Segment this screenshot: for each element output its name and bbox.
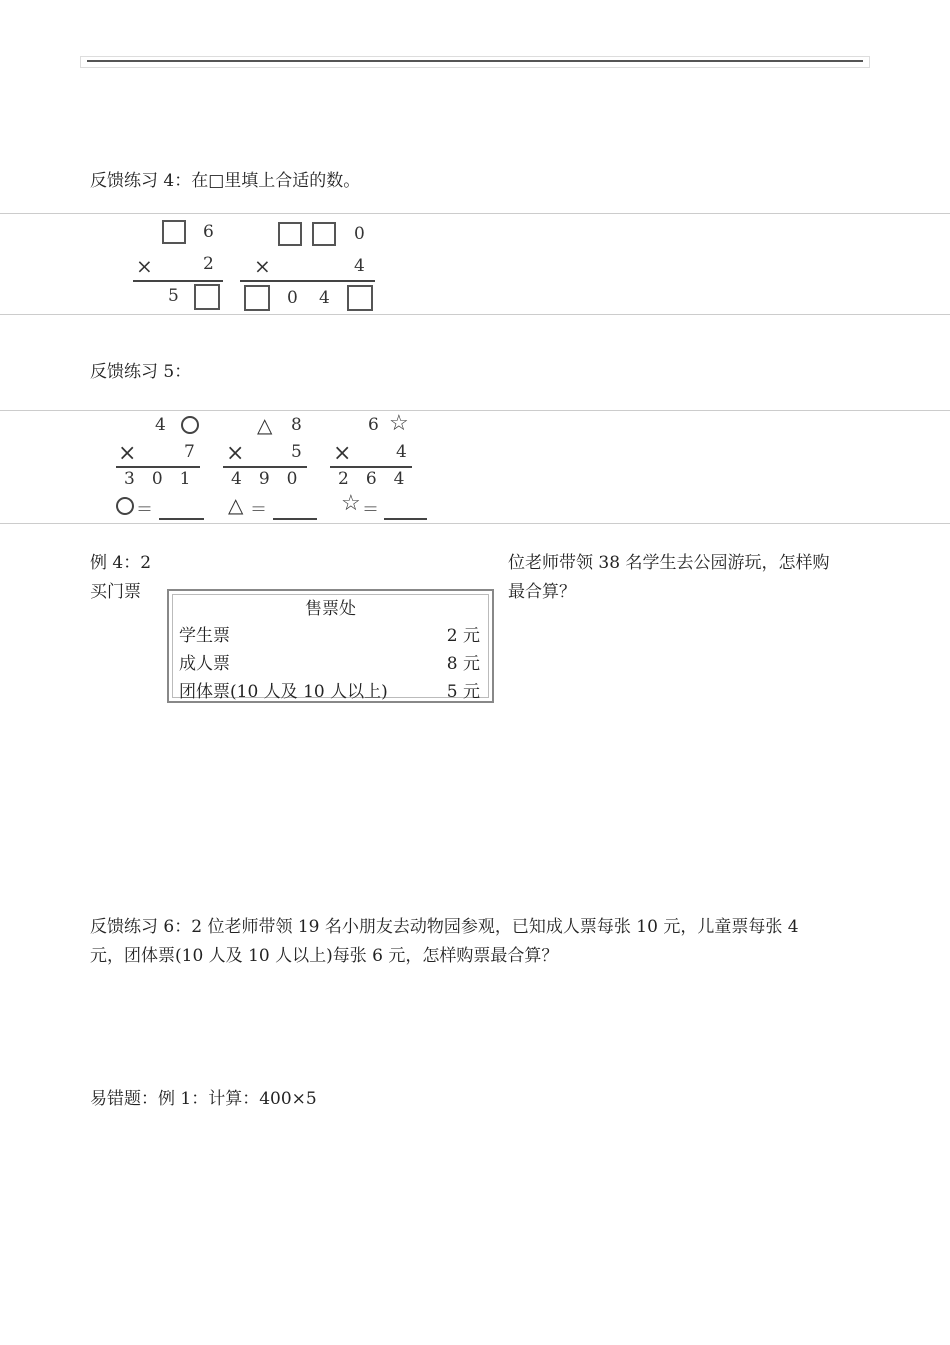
digit: 4 xyxy=(155,415,166,435)
ticket-row xyxy=(179,678,480,706)
product-digits: 301 xyxy=(124,469,208,489)
star-icon: ☆ xyxy=(341,491,361,516)
product-line xyxy=(223,466,307,468)
product-line xyxy=(116,466,200,468)
digit: 5 xyxy=(291,442,302,462)
feedback4-label: 反馈练习 4：在□里填上合适的数。 xyxy=(90,171,361,191)
ticket-name: 团体票(10 人及 10 人以上) xyxy=(179,682,388,702)
feedback6-line1: 反馈练习 6：2 位老师带领 19 名小朋友去动物园参观，已知成人票每张 10 元，儿童票每张 4 xyxy=(90,917,799,937)
star-icon: ☆ xyxy=(389,411,409,436)
times-sign: × xyxy=(333,441,352,466)
error-example-label: 易错题：例 1：计算：400×5 xyxy=(90,1089,317,1109)
example4-line2-left: 买门票 xyxy=(90,582,141,602)
feedback5-figure xyxy=(0,411,950,523)
divider xyxy=(0,523,950,524)
example4-line1-left: 例 4：2 xyxy=(90,553,152,573)
digit: 6 xyxy=(368,415,379,435)
digit: 5 xyxy=(168,286,179,306)
ticket-price: 5 元 xyxy=(446,682,480,702)
digit: 4 xyxy=(354,256,365,276)
answer-box xyxy=(194,284,220,310)
product-line xyxy=(133,280,223,282)
product-line xyxy=(240,280,375,282)
circle-icon xyxy=(116,497,134,515)
answer-blank xyxy=(273,518,317,520)
ticket-name: 成人票 xyxy=(179,654,230,674)
feedback6-line2: 元，团体票(10 人及 10 人以上)每张 6 元，怎样购票最合算？ xyxy=(90,946,559,966)
digit: 4 xyxy=(396,442,407,462)
digit: 0 xyxy=(354,224,365,244)
answer-box xyxy=(312,222,336,246)
feedback5-label: 反馈练习 5： xyxy=(90,362,192,382)
answer-blank xyxy=(159,518,204,520)
answer-box xyxy=(244,285,270,311)
answer-box xyxy=(162,220,186,244)
example4-line1-right: 位老师带领 38 名学生去公园游玩，怎样购 xyxy=(508,553,830,573)
equals-sign: ＝ xyxy=(362,500,379,520)
equals-sign: ＝ xyxy=(250,500,267,520)
ticket-title: 售票处 xyxy=(305,599,356,619)
ticket-price: 8 元 xyxy=(446,654,480,674)
header-rule xyxy=(80,56,870,68)
digit: 4 xyxy=(319,288,330,308)
digit: 0 xyxy=(287,288,298,308)
times-sign: × xyxy=(118,441,137,466)
ticket-office-table xyxy=(167,589,494,703)
ticket-price: 2 元 xyxy=(446,626,480,646)
feedback4-figure xyxy=(0,214,950,314)
digit: 2 xyxy=(203,254,214,274)
digit: 8 xyxy=(291,415,302,435)
product-digits: 490 xyxy=(231,469,315,489)
ticket-name: 学生票 xyxy=(179,626,230,646)
answer-box xyxy=(347,285,373,311)
answer-blank xyxy=(384,518,427,520)
circle-icon xyxy=(181,416,199,434)
times-sign: × xyxy=(226,441,245,466)
triangle-icon: △ xyxy=(228,493,244,517)
product-line xyxy=(330,466,412,468)
digit: 6 xyxy=(203,222,214,242)
equals-sign: ＝ xyxy=(136,500,153,520)
times-sign: × xyxy=(254,254,271,278)
divider xyxy=(0,314,950,315)
triangle-icon: △ xyxy=(257,413,273,437)
times-sign: × xyxy=(136,254,153,278)
example4-line2-right: 最合算？ xyxy=(508,582,576,602)
digit: 7 xyxy=(184,442,195,462)
ticket-row xyxy=(179,650,480,678)
answer-box xyxy=(278,222,302,246)
product-digits: 264 xyxy=(338,469,422,489)
ticket-row xyxy=(179,622,480,650)
